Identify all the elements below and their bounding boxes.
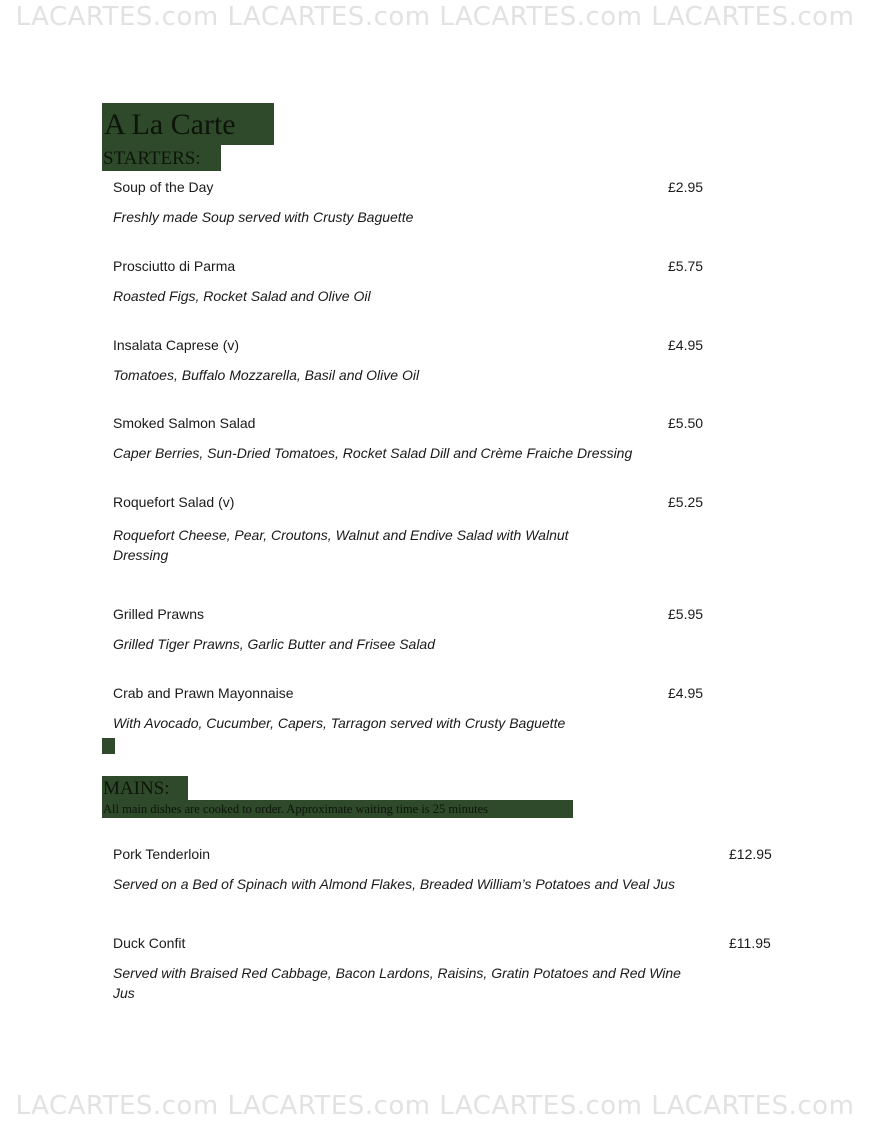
starter-description: Freshly made Soup served with Crusty Baguette bbox=[113, 209, 414, 225]
starter-name: Roquefort Salad (v) bbox=[113, 494, 235, 510]
main-name: Pork Tenderloin bbox=[113, 846, 211, 862]
starter-name: Prosciutto di Parma bbox=[113, 258, 236, 274]
main-description: Served on a Bed of Spinach with Almond Flakes, Breaded William’s Potatoes and Veal Jus bbox=[113, 876, 675, 892]
watermark-top: LACARTES.com LACARTES.com LACARTES.com LACARTES.com bbox=[15, 2, 855, 32]
menu-title: A La Carte bbox=[102, 103, 274, 145]
starters-heading: STARTERS: bbox=[102, 145, 221, 171]
main-price: £11.95 bbox=[729, 935, 771, 951]
starter-price: £5.25 bbox=[668, 494, 704, 510]
starter-name: Grilled Prawns bbox=[113, 606, 205, 622]
starter-name: Soup of the Day bbox=[113, 179, 214, 195]
main-name: Duck Confit bbox=[113, 935, 186, 951]
starter-price: £5.95 bbox=[668, 606, 704, 622]
main-price: £12.95 bbox=[729, 846, 772, 862]
starter-price: £5.50 bbox=[668, 415, 704, 431]
starter-description: Grilled Tiger Prawns, Garlic Butter and Frisee Salad bbox=[113, 636, 435, 652]
highlight-marker bbox=[102, 738, 115, 754]
watermark-bottom: LACARTES.com LACARTES.com LACARTES.com LACARTES.com bbox=[15, 1091, 855, 1121]
starter-price: £4.95 bbox=[668, 685, 704, 701]
starter-price: £4.95 bbox=[668, 337, 704, 353]
starter-description: Tomatoes, Buffalo Mozzarella, Basil and Olive Oil bbox=[113, 367, 420, 383]
mains-heading: MAINS: bbox=[102, 776, 188, 800]
starter-description: Roquefort Cheese, Pear, Croutons, Walnut and Endive Salad with Walnut Dressing bbox=[113, 527, 569, 563]
starter-name: Smoked Salmon Salad bbox=[113, 415, 256, 431]
mains-notice: All main dishes are cooked to order. Approximate waiting time is 25 minutes bbox=[102, 800, 573, 818]
starter-price: £2.95 bbox=[668, 179, 704, 195]
starter-description: Caper Berries, Sun-Dried Tomatoes, Rocket Salad Dill and Crème Fraiche Dressing bbox=[113, 445, 633, 461]
starter-name: Insalata Caprese (v) bbox=[113, 337, 240, 353]
starter-name: Crab and Prawn Mayonnaise bbox=[113, 685, 294, 701]
starter-description: With Avocado, Cucumber, Capers, Tarragon served with Crusty Baguette bbox=[113, 715, 566, 731]
main-description: Served with Braised Red Cabbage, Bacon Lardons, Raisins, Gratin Potatoes and Red Wine Jus bbox=[113, 965, 681, 1001]
starter-description: Roasted Figs, Rocket Salad and Olive Oil bbox=[113, 288, 371, 304]
starter-price: £5.75 bbox=[668, 258, 704, 274]
